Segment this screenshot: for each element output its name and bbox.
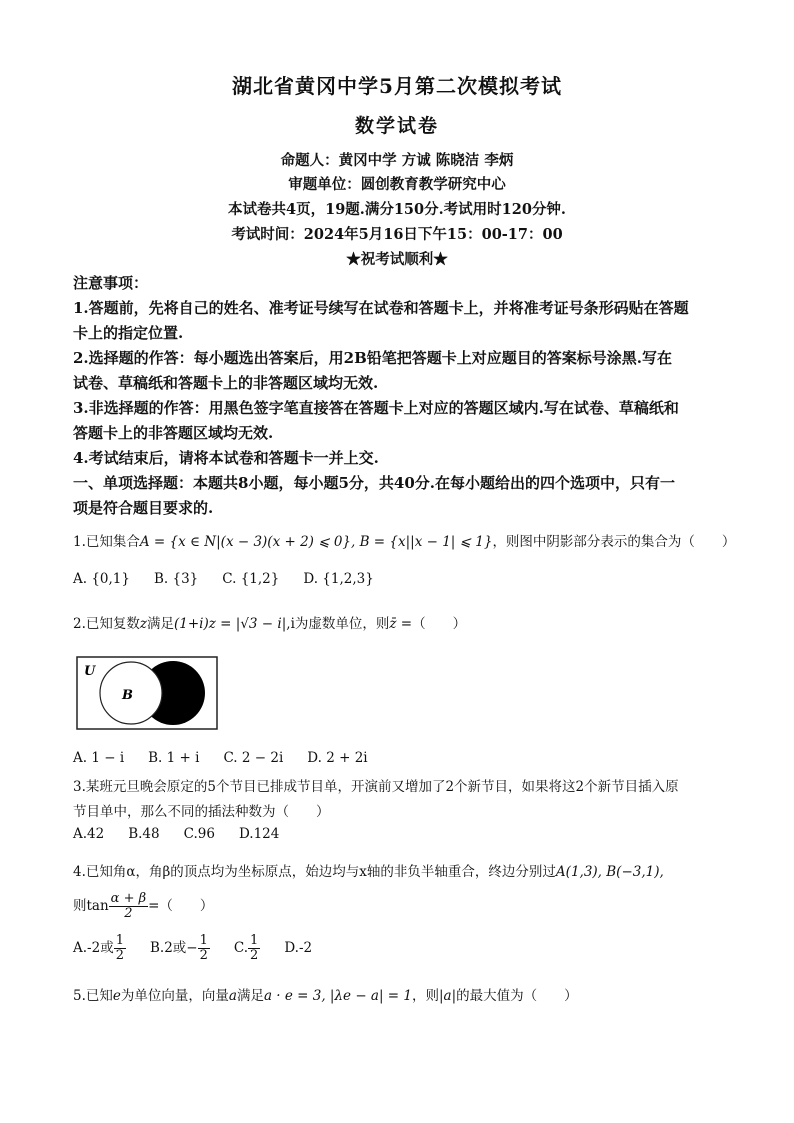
- blessing-line: ★祝考试顺利★: [346, 251, 448, 268]
- q1-option-b: B. {3}: [153, 571, 199, 587]
- q1-option-d: D. {1,2,3}: [303, 571, 374, 587]
- q2-zbar: z̄ =: [389, 616, 413, 632]
- q4-fraction: [109, 892, 148, 921]
- q4-option-a: A.-2或 $\frac{1}{2}$: [73, 933, 124, 963]
- notes-line: 2.选择题的作答：每小题选出答案后，用2B铅笔把答题卡上对应题目的答案标号涂黑.写在: [73, 349, 673, 367]
- exam-subtitle: 数学试卷: [354, 115, 439, 137]
- q2-end: （ ）: [412, 616, 467, 632]
- question-4-line1: [73, 860, 664, 880]
- author-line: 命题人：黄冈中学 方诚 陈晓洁 李炳: [280, 152, 514, 169]
- q1-option-a: A. {0,1}: [73, 571, 130, 587]
- q4-frac-den: 2: [124, 906, 133, 921]
- q4-options: [73, 934, 336, 963]
- notes-line: 答题卡上的非答题区域均无效.: [73, 424, 274, 442]
- q4-option-d: D.-2: [284, 940, 313, 956]
- q2-options: [73, 750, 392, 766]
- q5-vector-e: e: [112, 988, 121, 1004]
- q5-prefix: 5.已知: [73, 988, 113, 1004]
- notes-line: 1.答题前，先将自己的姓名、准考证号续写在试卷和答题卡上，并将准考证号条形码贴在答题: [73, 299, 689, 317]
- venn-label-u: U: [84, 664, 96, 679]
- section-heading-cont: 项是符合题目要求的.: [73, 499, 214, 517]
- q5-vector-a: a: [228, 988, 237, 1004]
- q2-option-a: A. 1 − i: [73, 750, 125, 766]
- q5-suffix: ，则: [412, 988, 439, 1004]
- section-heading: 一、单项选择题：本题共8小题，每小题5分，共40分.在每小题给出的四个选项中，只有一: [73, 474, 675, 492]
- notes-line: 试卷、草稿纸和答题卡上的非答题区域均无效.: [73, 374, 379, 392]
- q4-frac-num: α + β: [110, 891, 147, 906]
- q2-option-c: C. 2 − 2i: [223, 750, 284, 766]
- q3-option-b: B.48: [128, 826, 160, 842]
- notes-line: 3.非选择题的作答：用黑色签字笔直接答在答题卡上对应的答题区域内.写在试卷、草稿纸和: [73, 399, 679, 417]
- q4-points: A(1,3), B(−3,1),: [555, 864, 664, 880]
- exam-title: 湖北省黄冈中学5月第二次模拟考试: [232, 74, 562, 98]
- q2-prefix: 2.已知复数: [73, 616, 140, 632]
- q2-option-d: D. 2 + 2i: [307, 750, 368, 766]
- q4-line2-suffix: =（ ）: [148, 898, 214, 914]
- q4-tan: 则tan: [73, 898, 109, 914]
- notes-heading: 注意事项：: [73, 274, 149, 292]
- q2-mid: 满足: [147, 616, 175, 632]
- q5-condition: a · e = 3, |λe − a| = 1: [263, 988, 412, 1004]
- q1-option-c: C. {1,2}: [222, 571, 280, 587]
- q3-option-d: D.124: [238, 826, 280, 842]
- question-2: [73, 612, 466, 632]
- q2-var-z: z: [139, 616, 148, 632]
- q1-set-a: A = {x ∈ N|(x − 3)(x + 2) ⩽ 0}: [139, 534, 352, 550]
- exam-time-line: 考试时间：2024年5月16日下午15：00-17：00: [231, 226, 563, 243]
- q1-set-b: , B = {x||x − 1| ⩽ 1}: [351, 534, 493, 550]
- venn-diagram: [76, 656, 218, 730]
- q2-equation: (1+i)z = |√3 − i|: [174, 616, 287, 632]
- question-5: [73, 984, 578, 1004]
- q1-prefix: 1.已知集合: [73, 534, 140, 550]
- question-3-line1: 3.某班元旦晚会原定的5个节目已排成节目单，开演前又增加了2个新节目，如果将这2个新节目插入原: [73, 779, 679, 795]
- q2-option-b: B. 1 + i: [148, 750, 200, 766]
- q3-options: [73, 826, 303, 842]
- q1-options: [73, 571, 398, 587]
- notes-line: 卡上的指定位置.: [73, 324, 184, 342]
- q3-option-a: A.42: [73, 826, 105, 842]
- question-4-line2: [73, 892, 213, 921]
- q4-option-c: C. $\frac{1}{2}$: [233, 933, 259, 963]
- exam-info-line: 本试卷共4页，19题.满分150分.考试用时120分钟.: [228, 201, 566, 218]
- q1-suffix: ，则图中阴影部分表示的集合为（ ）: [492, 534, 736, 550]
- q4-text: 4.已知角α，角β的顶点均为坐标原点，始边均与x轴的非负半轴重合，终边分别过: [73, 864, 556, 880]
- q5-mid1: 为单位向量，向量: [120, 988, 229, 1004]
- question-1: [73, 530, 735, 550]
- question-3-line2: 节目单中，那么不同的插法种数为（ ）: [73, 804, 330, 820]
- q5-mid2: 满足: [236, 988, 264, 1004]
- notes-line: 4.考试结束后，请将本试卷和答题卡一并上交.: [73, 449, 379, 467]
- q5-abs-a: |a|: [439, 988, 457, 1004]
- q3-option-c: C.96: [183, 826, 215, 842]
- q5-end: 的最大值为（ ）: [456, 988, 578, 1004]
- venn-label-b: B: [122, 688, 133, 703]
- q2-suffix: ,i为虚数单位，则: [286, 616, 390, 632]
- q4-option-b: B.2或− $\frac{1}{2}$: [149, 933, 208, 963]
- review-unit-line: 审题单位：圆创教育教学研究中心: [288, 176, 506, 193]
